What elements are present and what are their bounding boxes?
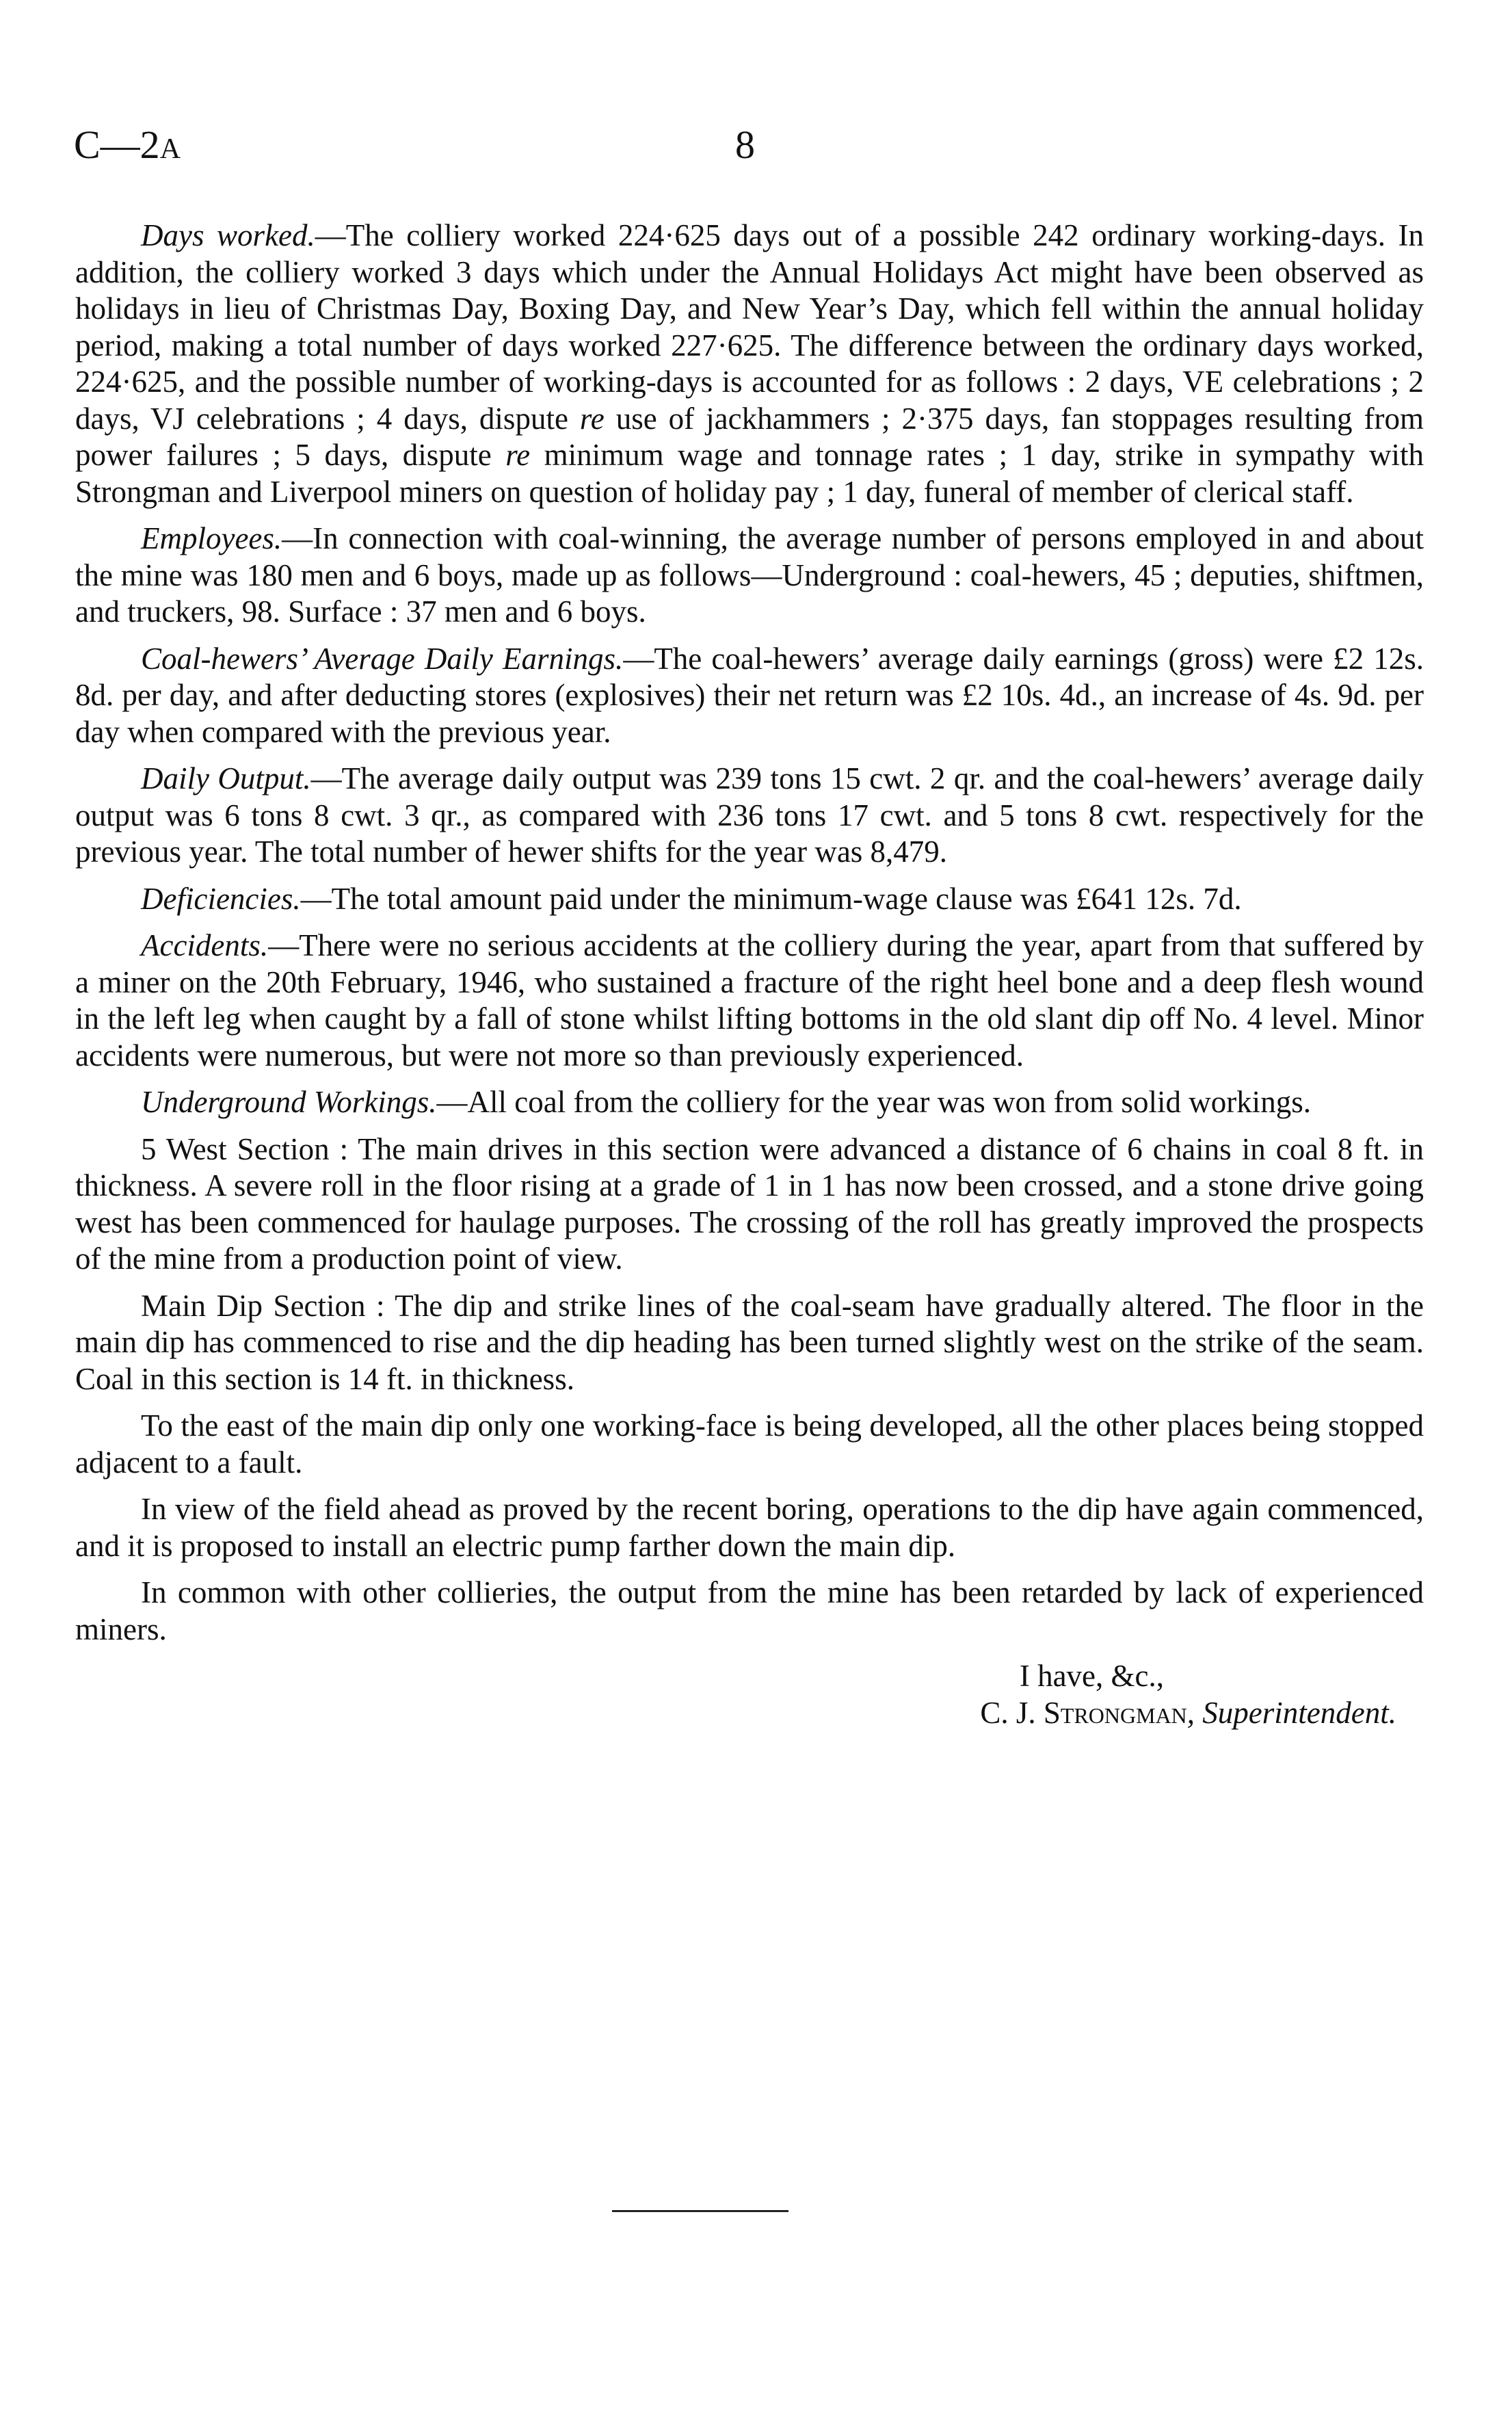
paragraph-text: Main Dip Section : The dip and strike lines of the coal-seam have gradually altered. The floor in the main dip has commenced to rise and the dip heading has been turned slightly west on the strike of the seam. Coal in this section is 14 ft. in thickness. [75,1288,1424,1396]
paragraph [75,1575,1424,1648]
italic-text: Days worked. [141,218,315,252]
paragraph [75,1408,1424,1481]
signature [75,1695,1424,1732]
paragraph [75,521,1424,631]
paragraph-text: In view of the field ahead as proved by the recent boring, operations to the dip have again commenced, and it is proposed to install an electric pump farther down the main dip. [75,1492,1424,1563]
document-code-prefix: C—2 [74,122,160,167]
paragraphs [75,218,1424,1648]
italic-text: re [579,401,605,436]
italic-text: re [505,438,531,472]
italic-text: Deficiencies. [141,881,301,916]
paragraph [75,641,1424,751]
paragraph-text: —The total amount paid under the minimum-wage clause was £641 12s. 7d. [300,881,1242,916]
paragraph [75,218,1424,510]
paragraph [75,1288,1424,1398]
italic-text: Daily Output. [141,761,311,796]
paragraph-text: —The colliery worked 224·625 days out of a possible 242 ordinary working-days. In addition, the colliery worked 3 days which under the Annual Holidays Act might have been observed as holidays in lieu of Christmas Day, Boxing Day, and New Year’s Day, which fell within the annual holiday period, making a total number of days worked 227·625. The difference between the ordinary days worked, 224·625, and the possible number of working-days is accounted for as follows : 2 days, VE celebrations ; 2 days, VJ celebrations ; 4 days, dispute [75,218,1424,436]
italic-text: Underground Workings. [141,1085,437,1119]
end-rule-divider [612,2210,788,2212]
closing-line: I have, &c., [1019,1659,1164,1693]
paragraph-text: —The average daily output was 239 tons 15 cwt. 2 qr. and the coal-hewers’ average daily output was 6 tons 8 cwt. 3 qr., as compared with 236 tons 17 cwt. and 5 tons 8 cwt. respectively for the previous year. The total number of hewer shifts for the year was 8,479. [75,761,1424,869]
italic-text: Coal-hewers’ Average Daily Earnings. [141,641,624,676]
italic-text: Accidents. [141,928,269,962]
paragraph-text: 5 West Section : The main drives in this section were advanced a distance of 6 chains in coal 8 ft. in thickness. A severe roll in the floor rising at a grade of 1 in 1 has now been crossed, and a stone drive going west has been commenced for haulage purposes. The crossing of the roll has greatly improved the prospects of the mine from a production point of view. [75,1131,1424,1276]
paragraph-text: To the east of the main dip only one working-face is being developed, all the other places being stopped adjacent to a fault. [75,1408,1424,1480]
italic-text: Employees. [141,521,282,555]
paragraph [75,1491,1424,1564]
paragraph-text: —All coal from the colliery for the year was won from solid workings. [436,1085,1311,1119]
signature-name: C. J. Strongman [980,1695,1187,1730]
paragraph [75,928,1424,1074]
document-code [74,122,181,168]
document-body [75,218,1424,1731]
document-code-suffix: A [159,133,181,165]
paragraph [75,761,1424,871]
signature-title: , Superintendent. [1186,1695,1396,1730]
page-number: 8 [735,122,755,167]
paragraph-text: use of jackhammers ; 2·375 days, fan stoppages resulting from power failures ; 5 days, dispute [75,401,1424,472]
paragraph-text: minimum wage and tonnage rates ; 1 day, strike in sympathy with Strongman and Liverpool miners on question of holiday pay ; 1 day, funeral of member of clerical staff. [75,438,1424,509]
paragraph-text: —In connection with coal-winning, the average number of persons employed in and about the mine was 180 men and 6 boys, made up as follows—Underground : coal-hewers, 45 ; deputies, shiftmen, and truckers, 98. Surface : 37 men and 6 boys. [75,521,1424,629]
paragraph-text: —The coal-hewers’ average daily earnings (gross) were £2 12s. 8d. per day, and after deducting stores (explosives) their net return was £2 10s. 4d., an increase of 4s. 9d. per day when compared with the previous year. [75,641,1424,749]
paragraph [75,1084,1424,1121]
paragraph [75,881,1424,918]
paragraph-text: In common with other collieries, the output from the mine has been retarded by lack of experienced miners. [75,1575,1424,1646]
paragraph [75,1131,1424,1278]
paragraph-text: —There were no serious accidents at the colliery during the year, apart from that suffered by a miner on the 20th February, 1946, who sustained a fracture of the right heel bone and a deep flesh wound in the left leg when caught by a fall of stone whilst lifting bottoms in the old slant dip off No. 4 level. Minor accidents were numerous, but were not more so than previously experienced. [75,928,1424,1073]
